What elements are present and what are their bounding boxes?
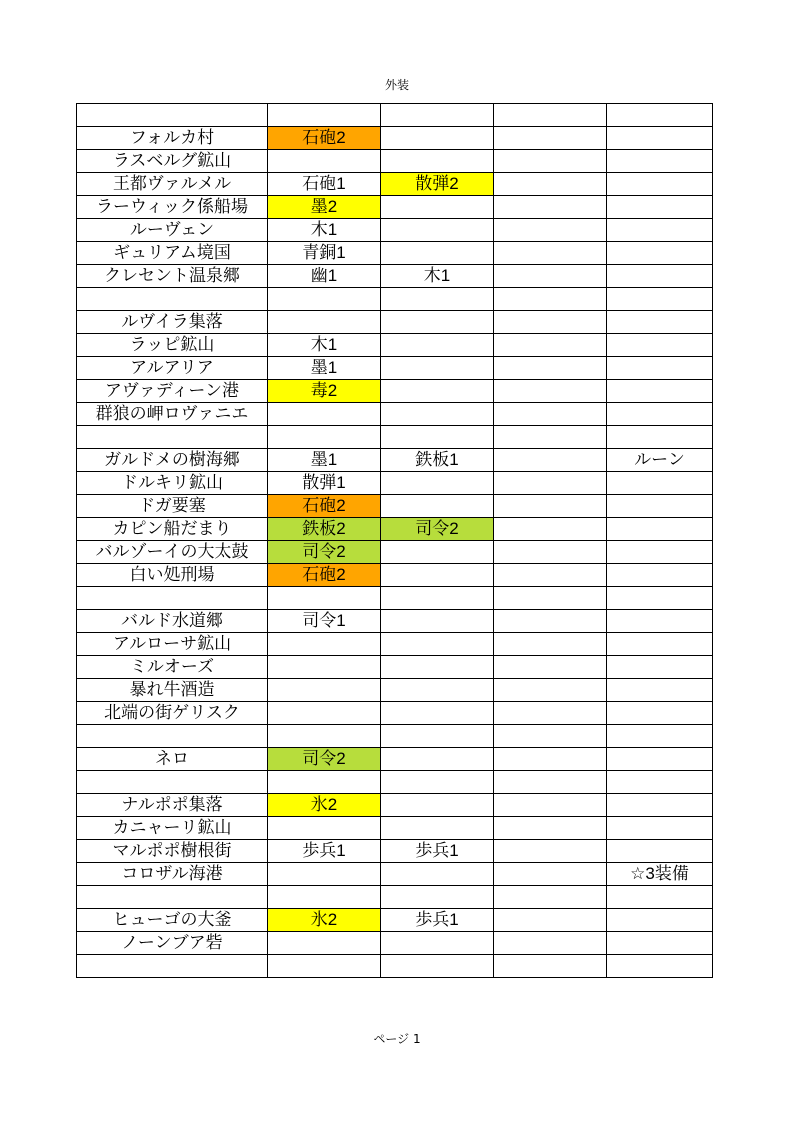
table-row	[77, 495, 713, 518]
equipment-cell-3	[494, 472, 607, 495]
location-cell: フォルカ村	[77, 127, 268, 150]
location-cell: ラスベルグ鉱山	[77, 150, 268, 173]
note-cell	[607, 610, 713, 633]
note-cell	[607, 518, 713, 541]
location-cell: アルアリア	[77, 357, 268, 380]
table-row	[77, 587, 713, 610]
equipment-cell-2	[381, 633, 494, 656]
equipment-cell-1	[268, 702, 381, 725]
equipment-cell-1: 歩兵1	[268, 840, 381, 863]
note-cell	[607, 219, 713, 242]
note-cell	[607, 127, 713, 150]
equipment-cell-1: 司令2	[268, 541, 381, 564]
note-cell	[607, 817, 713, 840]
note-cell	[607, 886, 713, 909]
equipment-cell-2	[381, 863, 494, 886]
table-row	[77, 955, 713, 978]
equipment-cell-2: 鉄板1	[381, 449, 494, 472]
table-row	[77, 886, 713, 909]
note-cell	[607, 725, 713, 748]
equipment-cell-2	[381, 794, 494, 817]
equipment-cell-2	[381, 610, 494, 633]
equipment-cell-2	[381, 150, 494, 173]
table-row	[77, 357, 713, 380]
equipment-cell-3	[494, 449, 607, 472]
equipment-cell-1: 幽1	[268, 265, 381, 288]
equipment-cell-1: 毒2	[268, 380, 381, 403]
equipment-cell-3	[494, 840, 607, 863]
note-cell	[607, 265, 713, 288]
location-cell: ドルキリ鉱山	[77, 472, 268, 495]
note-cell	[607, 426, 713, 449]
location-cell: バルド水道郷	[77, 610, 268, 633]
table-row	[77, 610, 713, 633]
equipment-cell-2	[381, 564, 494, 587]
equipment-cell-1	[268, 932, 381, 955]
table-row	[77, 702, 713, 725]
table-row	[77, 725, 713, 748]
equipment-cell-2	[381, 771, 494, 794]
location-cell: カピン船だまり	[77, 518, 268, 541]
equipment-cell-1	[268, 403, 381, 426]
equipment-cell-1: 石砲2	[268, 564, 381, 587]
equipment-cell-2: 散弾2	[381, 173, 494, 196]
location-cell: クレセント温泉郷	[77, 265, 268, 288]
equipment-cell-1	[268, 426, 381, 449]
table-row	[77, 748, 713, 771]
note-cell	[607, 633, 713, 656]
equipment-cell-3	[494, 932, 607, 955]
note-cell	[607, 564, 713, 587]
location-cell: 暴れ牛酒造	[77, 679, 268, 702]
location-cell	[77, 104, 268, 127]
equipment-cell-1	[268, 725, 381, 748]
equipment-cell-3	[494, 817, 607, 840]
equipment-cell-3	[494, 311, 607, 334]
table-row	[77, 334, 713, 357]
equipment-cell-1: 司令1	[268, 610, 381, 633]
note-cell	[607, 357, 713, 380]
equipment-cell-1: 氷2	[268, 794, 381, 817]
location-cell: ヒューゴの大釜	[77, 909, 268, 932]
table-row	[77, 242, 713, 265]
note-cell	[607, 748, 713, 771]
table-row	[77, 173, 713, 196]
equipment-cell-2	[381, 587, 494, 610]
location-cell	[77, 955, 268, 978]
equipment-cell-1: 石砲2	[268, 127, 381, 150]
table-row	[77, 564, 713, 587]
equipment-cell-3	[494, 748, 607, 771]
table-row	[77, 472, 713, 495]
equipment-cell-3	[494, 426, 607, 449]
note-cell: ☆3装備	[607, 863, 713, 886]
table-row	[77, 311, 713, 334]
table-row	[77, 403, 713, 426]
note-cell	[607, 794, 713, 817]
equipment-cell-2	[381, 702, 494, 725]
equipment-cell-2	[381, 679, 494, 702]
location-cell: コロザル海港	[77, 863, 268, 886]
location-cell: ギュリアム境国	[77, 242, 268, 265]
equipment-cell-3	[494, 150, 607, 173]
note-cell	[607, 242, 713, 265]
equipment-cell-3	[494, 104, 607, 127]
note-cell	[607, 150, 713, 173]
equipment-cell-1	[268, 863, 381, 886]
equipment-cell-2	[381, 334, 494, 357]
table-row	[77, 104, 713, 127]
location-cell: ラーウィック係船場	[77, 196, 268, 219]
note-cell	[607, 288, 713, 311]
note-cell	[607, 771, 713, 794]
location-cell: ガルドメの樹海郷	[77, 449, 268, 472]
equipment-cell-3	[494, 886, 607, 909]
location-cell	[77, 288, 268, 311]
table-row	[77, 679, 713, 702]
note-cell	[607, 472, 713, 495]
note-cell	[607, 196, 713, 219]
table-row	[77, 863, 713, 886]
equipment-cell-3	[494, 288, 607, 311]
note-cell	[607, 702, 713, 725]
note-cell	[607, 495, 713, 518]
spreadsheet-table	[76, 103, 713, 978]
table-row	[77, 932, 713, 955]
note-cell	[607, 334, 713, 357]
equipment-cell-2	[381, 495, 494, 518]
equipment-cell-3	[494, 771, 607, 794]
spreadsheet-body	[77, 104, 713, 978]
equipment-cell-2	[381, 886, 494, 909]
location-cell: ラッピ鉱山	[77, 334, 268, 357]
location-cell	[77, 725, 268, 748]
table-row	[77, 541, 713, 564]
equipment-cell-3	[494, 242, 607, 265]
table-row	[77, 633, 713, 656]
page-title: 外装	[384, 78, 409, 92]
equipment-cell-1: 散弾1	[268, 472, 381, 495]
equipment-cell-3	[494, 587, 607, 610]
equipment-cell-2: 歩兵1	[381, 909, 494, 932]
equipment-cell-3	[494, 794, 607, 817]
equipment-cell-1	[268, 886, 381, 909]
equipment-cell-3	[494, 863, 607, 886]
table-row	[77, 794, 713, 817]
location-cell: ノーンブア砦	[77, 932, 268, 955]
note-cell	[607, 932, 713, 955]
equipment-cell-3	[494, 127, 607, 150]
equipment-cell-1	[268, 288, 381, 311]
equipment-cell-3	[494, 679, 607, 702]
table-row	[77, 127, 713, 150]
location-cell	[77, 426, 268, 449]
equipment-cell-2: 司令2	[381, 518, 494, 541]
equipment-cell-1: 氷2	[268, 909, 381, 932]
location-cell: 白い処刑場	[77, 564, 268, 587]
equipment-cell-3	[494, 610, 607, 633]
equipment-cell-1	[268, 311, 381, 334]
equipment-cell-3	[494, 219, 607, 242]
location-cell: ナルポポ集落	[77, 794, 268, 817]
note-cell	[607, 380, 713, 403]
equipment-cell-1: 墨1	[268, 449, 381, 472]
equipment-cell-2	[381, 242, 494, 265]
equipment-cell-3	[494, 173, 607, 196]
equipment-cell-2	[381, 472, 494, 495]
location-cell: ルーヴェン	[77, 219, 268, 242]
location-cell: ネロ	[77, 748, 268, 771]
equipment-cell-1	[268, 656, 381, 679]
equipment-cell-1: 司令2	[268, 748, 381, 771]
equipment-cell-3	[494, 702, 607, 725]
equipment-cell-3	[494, 357, 607, 380]
table-row	[77, 265, 713, 288]
location-cell	[77, 886, 268, 909]
equipment-cell-2	[381, 541, 494, 564]
equipment-cell-3	[494, 334, 607, 357]
equipment-cell-3	[494, 955, 607, 978]
equipment-cell-2	[381, 656, 494, 679]
location-cell: ドガ要塞	[77, 495, 268, 518]
equipment-cell-1: 青銅1	[268, 242, 381, 265]
location-cell: バルゾーイの大太鼓	[77, 541, 268, 564]
table-row	[77, 380, 713, 403]
note-cell	[607, 840, 713, 863]
equipment-cell-1: 石砲2	[268, 495, 381, 518]
table-row	[77, 196, 713, 219]
equipment-cell-3	[494, 518, 607, 541]
table-row	[77, 656, 713, 679]
table-row	[77, 909, 713, 932]
table-row	[77, 518, 713, 541]
equipment-cell-1	[268, 679, 381, 702]
table-row	[77, 817, 713, 840]
equipment-cell-1: 鉄板2	[268, 518, 381, 541]
location-cell: アルローサ鉱山	[77, 633, 268, 656]
note-cell	[607, 679, 713, 702]
equipment-cell-2	[381, 426, 494, 449]
equipment-cell-1	[268, 150, 381, 173]
table-row	[77, 426, 713, 449]
equipment-cell-3	[494, 725, 607, 748]
equipment-cell-2	[381, 104, 494, 127]
note-cell	[607, 656, 713, 679]
table-row	[77, 150, 713, 173]
equipment-cell-2: 歩兵1	[381, 840, 494, 863]
equipment-cell-2	[381, 196, 494, 219]
equipment-cell-3	[494, 403, 607, 426]
equipment-cell-2	[381, 955, 494, 978]
note-cell	[607, 311, 713, 334]
note-cell: ルーン	[607, 449, 713, 472]
note-cell	[607, 541, 713, 564]
location-cell	[77, 587, 268, 610]
equipment-cell-1: 木1	[268, 334, 381, 357]
equipment-cell-2	[381, 219, 494, 242]
equipment-cell-3	[494, 909, 607, 932]
equipment-cell-3	[494, 380, 607, 403]
note-cell	[607, 909, 713, 932]
equipment-cell-2	[381, 311, 494, 334]
equipment-cell-1	[268, 771, 381, 794]
equipment-cell-1: 木1	[268, 219, 381, 242]
location-cell: カニャーリ鉱山	[77, 817, 268, 840]
table-row	[77, 771, 713, 794]
equipment-cell-2	[381, 357, 494, 380]
table-row	[77, 840, 713, 863]
location-cell: ルヴイラ集落	[77, 311, 268, 334]
note-cell	[607, 955, 713, 978]
location-cell: 群狼の岬ロヴァニエ	[77, 403, 268, 426]
equipment-cell-1: 墨2	[268, 196, 381, 219]
equipment-cell-2	[381, 932, 494, 955]
location-cell	[77, 771, 268, 794]
equipment-cell-1	[268, 817, 381, 840]
page-footer: ページ 1	[373, 1032, 421, 1046]
equipment-cell-2	[381, 817, 494, 840]
location-cell: 北端の街ゲリスク	[77, 702, 268, 725]
equipment-cell-1: 墨1	[268, 357, 381, 380]
note-cell	[607, 403, 713, 426]
equipment-cell-2	[381, 127, 494, 150]
equipment-cell-1	[268, 955, 381, 978]
note-cell	[607, 173, 713, 196]
location-cell: 王都ヴァルメル	[77, 173, 268, 196]
equipment-cell-2	[381, 725, 494, 748]
location-cell: アヴァディーン港	[77, 380, 268, 403]
equipment-cell-3	[494, 196, 607, 219]
equipment-cell-1	[268, 104, 381, 127]
equipment-cell-1	[268, 587, 381, 610]
equipment-cell-3	[494, 633, 607, 656]
equipment-cell-3	[494, 265, 607, 288]
table-row	[77, 449, 713, 472]
equipment-cell-3	[494, 541, 607, 564]
location-cell: マルポポ樹根街	[77, 840, 268, 863]
table-row	[77, 219, 713, 242]
equipment-cell-2	[381, 748, 494, 771]
equipment-cell-2	[381, 288, 494, 311]
table-row	[77, 288, 713, 311]
equipment-cell-3	[494, 564, 607, 587]
equipment-cell-1	[268, 633, 381, 656]
equipment-cell-1: 石砲1	[268, 173, 381, 196]
equipment-cell-2	[381, 380, 494, 403]
equipment-cell-2: 木1	[381, 265, 494, 288]
note-cell	[607, 104, 713, 127]
note-cell	[607, 587, 713, 610]
equipment-cell-3	[494, 495, 607, 518]
equipment-cell-2	[381, 403, 494, 426]
location-cell: ミルオーズ	[77, 656, 268, 679]
equipment-cell-3	[494, 656, 607, 679]
